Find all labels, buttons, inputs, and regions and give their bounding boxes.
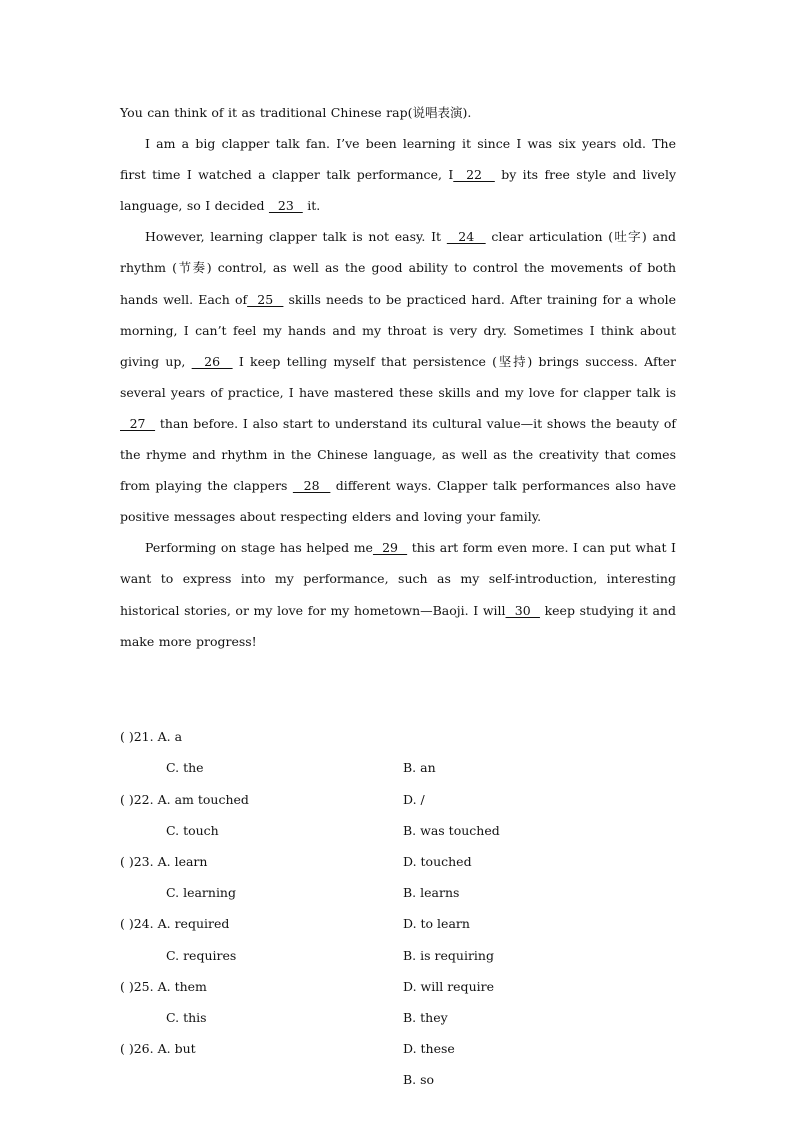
question-number: ( )23. — [120, 853, 154, 869]
option-a[interactable]: A. them — [157, 978, 207, 994]
option-b[interactable]: B. they — [403, 1009, 448, 1025]
paragraph-1: You can think of it as traditional Chinese rap(说唱表演). — [120, 105, 472, 120]
text-segment: Performing on stage has helped me — [145, 540, 373, 556]
option-c[interactable]: C. this — [166, 1009, 207, 1025]
text-segment: this art form even more. I can put what I want to express into my performance, such as my self-introduction, interesting historical stories, or my love for my hometown—Baoji. I will — [120, 540, 676, 618]
option-b[interactable]: B. learns — [403, 885, 460, 901]
text-segment: clear articulation (吐字) and rhythm (节奏) control, as well as the good ability to control the movements of both hands well. Each of — [120, 229, 676, 307]
question-number: ( )22. — [120, 791, 154, 807]
blank-25: 25 — [247, 291, 284, 307]
text-segment: However, learning clapper talk is not easy. It — [145, 229, 447, 245]
option-b[interactable]: B. is requiring — [403, 947, 494, 963]
question-number: ( )25. — [120, 978, 154, 994]
option-c[interactable]: C. learning — [166, 885, 236, 901]
blank-30: 30 — [505, 602, 540, 618]
paragraph-2 — [120, 128, 676, 221]
option-d[interactable]: D. these — [403, 1041, 455, 1057]
blank-27: 27 — [120, 415, 156, 431]
text-segment: than before. I also start to understand its cultural value—it shows the beauty of the rhyme and rhythm in the Chinese language, as well as the creativity that comes from playing the clappers — [120, 415, 676, 494]
question-options — [120, 690, 676, 1088]
question-number: ( )24. — [120, 916, 154, 932]
option-d[interactable]: D. touched — [403, 853, 472, 869]
blank-29: 29 — [372, 540, 408, 556]
option-c[interactable]: C. requires — [166, 947, 237, 963]
text-segment: keep studying it and make more progress! — [120, 602, 676, 649]
option-d[interactable]: D. to learn — [403, 916, 470, 932]
question-number: ( )26. — [120, 1041, 154, 1057]
option-a[interactable]: A. but — [157, 1041, 196, 1057]
text-segment: it. — [302, 198, 321, 214]
text-segment: different ways. Clapper talk performances also have positive messages about respecting elders and loving your family. — [120, 478, 676, 525]
reading-passage — [120, 97, 676, 657]
option-d[interactable]: D. will require — [403, 978, 494, 994]
option-c[interactable]: C. the — [166, 760, 204, 776]
option-a[interactable]: A. a — [157, 729, 183, 745]
option-b[interactable]: B. an — [403, 760, 436, 776]
blank-22: 22 — [453, 167, 495, 183]
blank-23: 23 — [268, 198, 303, 214]
paragraph-3 — [120, 221, 676, 532]
option-c[interactable]: C. touch — [166, 822, 219, 838]
text-segment: skills needs to be practiced hard. After training for a whole morning, I can’t feel my hands and my throat is very dry. Sometimes I think about giving up, — [120, 291, 676, 369]
option-b[interactable]: B. was touched — [403, 822, 500, 838]
text-segment: I keep telling myself that persistence (坚持) brings success. After several years of practice, I have mastered these skills and my love for clapper talk is — [120, 353, 676, 400]
blank-24: 24 — [446, 229, 486, 245]
option-b[interactable]: B. so — [403, 1072, 435, 1088]
blank-26: 26 — [191, 353, 233, 369]
option-a[interactable]: A. learn — [157, 853, 208, 869]
option-d[interactable]: D. / — [403, 791, 425, 807]
blank-28: 28 — [292, 478, 331, 494]
option-a[interactable]: A. am touched — [157, 791, 249, 807]
text-segment: by its free style and lively language, so I decided — [120, 167, 676, 214]
text-segment: I am a big clapper talk fan. I’ve been learning it since I was six years old. The first time I watched a clapper talk performance, I — [120, 136, 676, 183]
option-a[interactable]: A. required — [157, 916, 230, 932]
question-number: ( )21. — [120, 729, 154, 745]
paragraph-4 — [120, 532, 676, 656]
